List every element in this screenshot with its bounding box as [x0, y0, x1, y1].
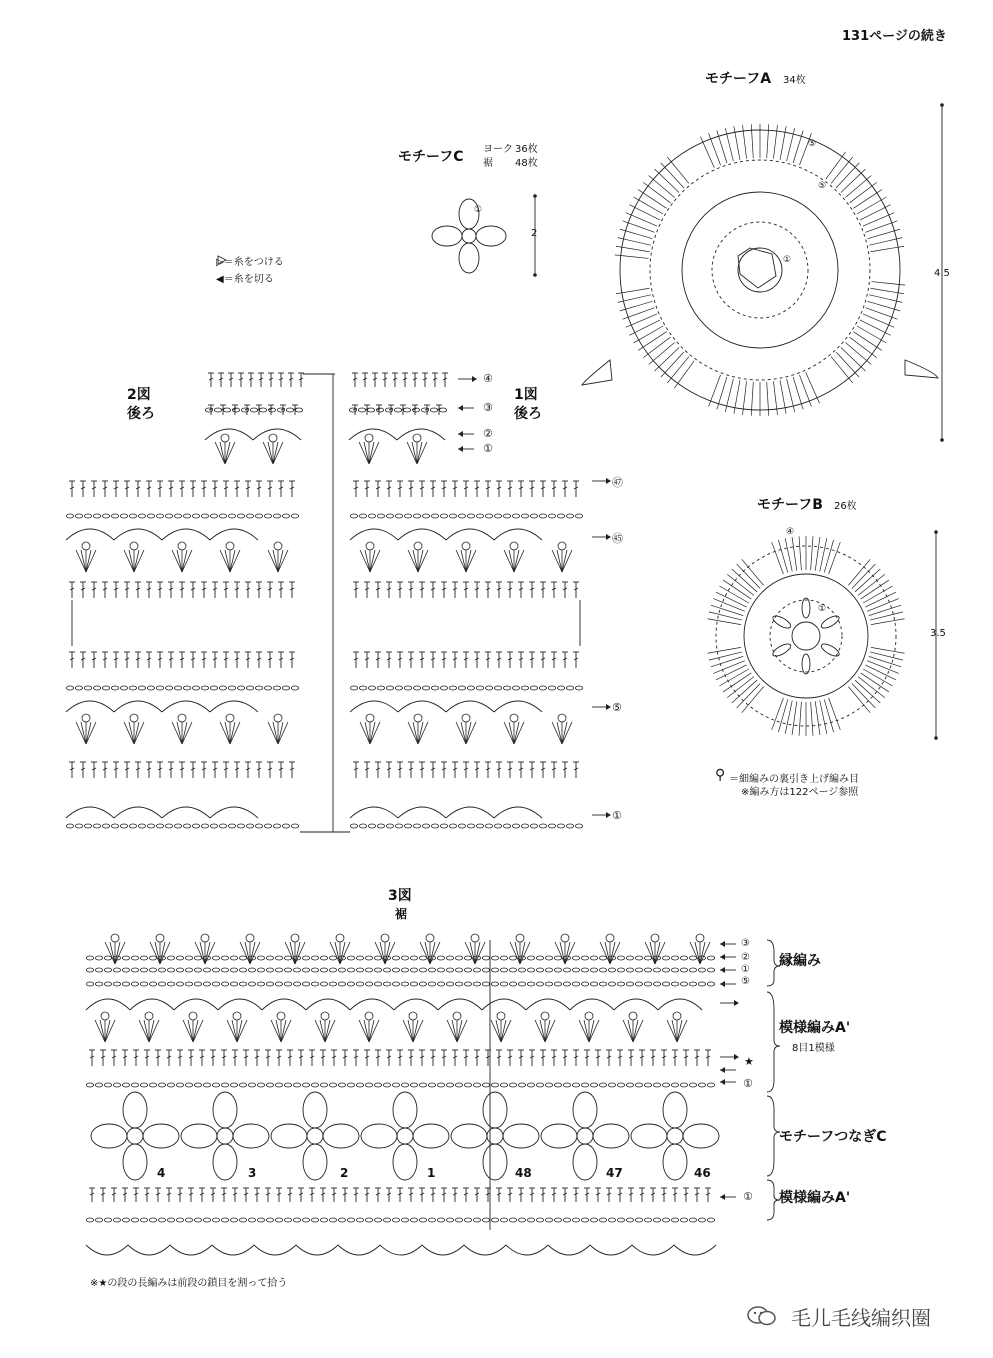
motif-c-hem-count: 48枚 — [515, 158, 538, 169]
panel-arch-row — [66, 701, 258, 712]
motif-b-stitch — [716, 592, 747, 607]
hem-motif-center — [127, 1128, 143, 1144]
legend-cut: ◀＝糸を切る — [216, 274, 274, 285]
hem-edge-row-3 — [86, 956, 714, 960]
motif-b-petal — [771, 614, 792, 631]
motif-b-stitch — [792, 701, 797, 735]
motif-a-stitch — [643, 182, 670, 202]
motif-a-stitch — [615, 255, 649, 259]
motif-a-size: 4.5 — [934, 268, 950, 279]
motif-a-corner-right — [905, 360, 938, 378]
motif-a-stitch — [751, 382, 753, 416]
motif-b-petal — [771, 642, 792, 659]
panel-fan-row — [360, 714, 572, 744]
panel-dc-row — [69, 652, 295, 668]
motif-b-count: 26枚 — [834, 501, 857, 512]
motif-c-petal — [432, 226, 462, 246]
shoulder-fan-row — [215, 434, 283, 464]
motif-a-center — [738, 248, 776, 288]
fig1-row-1b: ① — [612, 809, 622, 822]
hem-bottom-dc-row — [89, 1188, 711, 1202]
fig3-row-3: ③ — [741, 938, 750, 949]
motif-a-stitch — [674, 361, 694, 389]
panel-arch-row — [350, 701, 542, 712]
motif-a-stitch — [806, 372, 820, 403]
row-arrow — [592, 534, 611, 540]
fig3-row-1c: ① — [743, 1190, 753, 1203]
motif-b-stitch — [871, 647, 904, 653]
motif-a-stitch — [661, 352, 684, 377]
motif-a-stitch — [649, 176, 675, 198]
hem-motif-petal — [663, 1092, 687, 1128]
fig1-title: 1図 — [514, 387, 538, 403]
panel-chain-row — [66, 824, 298, 828]
shoulder-arch-row — [349, 429, 445, 440]
hem-motif-petal — [413, 1124, 449, 1148]
brace-motif-join — [767, 1096, 780, 1176]
shoulder-dc-row — [208, 373, 304, 387]
motif-b-petal — [820, 614, 841, 631]
watermark: 毛儿毛线编织圈 — [791, 1306, 931, 1330]
motif-b-stitch — [811, 702, 813, 736]
panel-dc-row — [353, 582, 579, 598]
motif-a-stitch — [638, 190, 666, 209]
motif-b-stitch — [799, 536, 801, 570]
motif-b-petal — [820, 642, 841, 659]
motif-c-title: モチーフC — [398, 149, 464, 165]
motif-b-stitch — [708, 647, 741, 653]
motif-a-stitch — [799, 375, 811, 407]
motif-a-ring — [738, 248, 782, 292]
motif-b-stitch — [713, 599, 745, 612]
hem-motif-petal — [361, 1124, 397, 1148]
fig1-row-47: ㊼ — [612, 476, 623, 489]
motif-b-ring — [744, 574, 868, 698]
panel-arch-row — [350, 807, 542, 818]
hem-row-arrow-left — [720, 967, 736, 973]
motif-b-stitch — [716, 665, 747, 680]
fig1-row-2: ② — [483, 427, 493, 440]
fig3-row-2: ② — [741, 952, 750, 963]
hem-motif-petal — [483, 1144, 507, 1180]
motif-a-stitch — [767, 124, 769, 158]
hem-motif-petal — [393, 1144, 417, 1180]
motif-a-stitch — [661, 163, 684, 188]
hem-motif-petal — [213, 1144, 237, 1180]
motif-b-stitch — [792, 537, 797, 571]
motif-a-ring — [682, 192, 838, 348]
hem-motif-petal — [213, 1092, 237, 1128]
hem-motif-petal — [631, 1124, 667, 1148]
motif-a-stitch — [709, 133, 721, 165]
motif-c-yoke-count: 36枚 — [515, 144, 538, 155]
motif-a-stitch — [667, 357, 689, 383]
motif-a-stitch — [831, 357, 853, 383]
motif-b-stitch — [815, 537, 820, 571]
panel-chain-row — [350, 686, 582, 690]
motif-b-stitch — [871, 619, 904, 625]
hem-pattern-fan-row — [95, 1012, 687, 1042]
motif-a-stitch — [634, 197, 663, 214]
motif-a-stitch — [773, 125, 777, 159]
motif-a-stitch — [649, 342, 675, 364]
motif-b-stitch — [772, 698, 784, 730]
hem-row-arrow-left — [720, 981, 736, 987]
shoulder-arch-row — [205, 429, 301, 440]
motif-a-count: 34枚 — [783, 75, 806, 86]
motif-a-stitch — [845, 342, 871, 364]
motif-a-ring — [620, 130, 900, 410]
motif-b-stitch — [711, 656, 743, 666]
motif-b-stitch — [713, 661, 745, 674]
hem-motif-petal — [233, 1124, 269, 1148]
motif-a-stitch — [743, 381, 747, 415]
motif-b-stitch — [867, 599, 899, 612]
hem-motif-petal — [123, 1144, 147, 1180]
motif-b-stitch — [711, 605, 743, 615]
panel-dc-row — [69, 762, 295, 778]
hem-motif-petal — [181, 1124, 217, 1148]
fig3-motif-num-3: 3 — [248, 1166, 257, 1180]
motif-c-petal — [476, 226, 506, 246]
hem-row-arrow-left — [720, 1067, 736, 1073]
panel-dc-row — [353, 652, 579, 668]
hem-motif-petal — [573, 1092, 597, 1128]
motif-a-stitch — [700, 137, 714, 168]
brace-edge — [767, 940, 780, 986]
hem-motif-petal — [593, 1124, 629, 1148]
row-arrow — [592, 812, 611, 818]
motif-b-size: 3.5 — [930, 628, 946, 639]
motif-a-stitch — [655, 347, 680, 371]
hem-motif-petal — [483, 1092, 507, 1128]
motif-a-stitch — [655, 169, 680, 193]
row-arrow-left — [458, 405, 474, 411]
motif-b-stitch — [708, 619, 741, 625]
motif-a-stitch — [836, 163, 859, 188]
motif-b-stitch — [867, 661, 899, 674]
motif-b-stitch — [829, 542, 841, 574]
row-arrow — [592, 478, 611, 484]
motif-a-stitch — [857, 326, 886, 343]
panel-fan-row — [76, 714, 288, 744]
motif-a-stitch — [841, 169, 866, 193]
fig3-motif-num-1: 1 — [427, 1166, 436, 1180]
row-arrow — [458, 376, 477, 382]
hem-motif-petal — [541, 1124, 577, 1148]
motif-a-stitch — [850, 337, 877, 357]
note-b-line2: ※編み方は122ページ参照 — [741, 787, 859, 798]
motif-a-ring — [650, 160, 870, 380]
hem-row-arrow-left — [720, 1194, 736, 1200]
motif-a-stitch — [767, 382, 769, 416]
hem-motif-petal — [303, 1144, 327, 1180]
motif-a-stitch — [751, 124, 753, 158]
hem-motif-petal — [303, 1092, 327, 1128]
section-edge: 縁編み — [779, 953, 821, 969]
legend-attach: ▷＝糸をつける — [216, 257, 284, 268]
row-arrow-left — [458, 431, 474, 437]
surface-post-stitch-icon: ⚲ — [715, 767, 726, 783]
motif-a-stitch — [860, 320, 890, 335]
fig3-motif-num-46: 46 — [694, 1166, 711, 1180]
hem-motif-center — [397, 1128, 413, 1144]
hem-row-arrow-left — [720, 941, 736, 947]
motif-a-stitch — [629, 320, 659, 335]
hem-motif-petal — [451, 1124, 487, 1148]
brace-pattern-a2 — [767, 1180, 780, 1220]
panel-dc-row — [353, 762, 579, 778]
motif-b-stitch — [865, 665, 896, 680]
motif-a-stitch — [845, 176, 871, 198]
fig2-subtitle: 後ろ — [127, 406, 155, 422]
motif-a-stitch — [853, 332, 881, 351]
panel-dc-row — [69, 582, 295, 598]
motif-b-stitch — [865, 592, 896, 607]
attach-symbol-icon — [218, 256, 226, 264]
motif-a-stitch — [773, 381, 777, 415]
panel-chain-row — [66, 514, 298, 518]
shoulder-dc-row — [352, 373, 448, 387]
hem-motif-center — [487, 1128, 503, 1144]
motif-c-center — [462, 229, 476, 243]
footnote: ※★の段の長編みは前段の鎖目を割って拾う — [90, 1278, 288, 1289]
fig3-row-5: ⑤ — [741, 976, 750, 987]
motif-c-petal — [459, 243, 479, 273]
motif-a-size-bar — [940, 103, 944, 442]
motif-a-title: モチーフA — [705, 71, 772, 87]
motif-a-stitch — [871, 282, 905, 286]
motif-b-stitch — [815, 701, 820, 735]
fig3-motif-num-47: 47 — [606, 1166, 623, 1180]
hem-star-dc-row — [89, 1050, 711, 1066]
shoulder-chain-row — [349, 408, 446, 412]
row-arrow-left — [458, 446, 474, 452]
motif-b-stitch — [709, 612, 742, 620]
row-arrow — [592, 704, 611, 710]
motif-a-row-5b: ⑤ — [818, 181, 827, 191]
motif-a-stitch — [667, 157, 689, 183]
motif-a-row-1: ① — [783, 255, 792, 265]
fig1-row-4: ④ — [483, 372, 493, 385]
section-motif-join: モチーフつなぎC — [779, 1129, 887, 1145]
motif-b-ring — [716, 546, 896, 726]
hem-motif-center — [667, 1128, 683, 1144]
panel-fan-row — [76, 542, 288, 572]
note-b-line1: ＝細編みの裏引き上げ編み目 — [729, 774, 859, 785]
hem-motif-petal — [393, 1092, 417, 1128]
fig3-motif-num-48: 48 — [515, 1166, 532, 1180]
panel-fan-row — [360, 542, 572, 572]
panel-chain-row — [350, 514, 582, 518]
motif-a-stitch — [836, 352, 859, 377]
hem-motif-center — [577, 1128, 593, 1144]
motif-b-row-1: ① — [818, 604, 827, 614]
hem-bottom-scallop-row — [86, 1245, 716, 1255]
panel-arch-row — [66, 807, 258, 818]
motif-a-stitch — [626, 213, 657, 226]
panel-chain-row — [66, 686, 298, 690]
motif-a-stitch — [709, 375, 721, 407]
hem-base-chain-row — [86, 1083, 714, 1087]
panel-dc-row — [69, 481, 295, 497]
section-pattern-a: 模様編みA' — [779, 1020, 851, 1036]
motif-a-ring — [712, 222, 808, 318]
panel-chain-row — [350, 824, 582, 828]
hem-motif-petal — [123, 1092, 147, 1128]
motif-b-stitch — [870, 612, 903, 620]
hem-motif-petal — [91, 1124, 127, 1148]
motif-a-stitch — [799, 133, 811, 165]
page-header: 131ページの続き — [842, 29, 947, 44]
fig1-row-1: ① — [483, 442, 493, 455]
motif-b-title: モチーフB — [757, 497, 823, 513]
hem-edge-row-1 — [86, 982, 714, 986]
panel-dc-row — [353, 481, 579, 497]
hem-motif-petal — [323, 1124, 359, 1148]
motif-a-stitch — [629, 205, 659, 220]
hem-motif-petal — [663, 1144, 687, 1180]
fig1-row-5: ⑤ — [612, 701, 622, 714]
motif-b-petal — [802, 654, 810, 674]
motif-a-stitch — [634, 326, 663, 343]
motif-c-size: 2 — [531, 228, 538, 239]
fig3-row-1b: ① — [743, 1077, 753, 1090]
panel-arch-row — [66, 529, 258, 540]
motif-c-size-bar — [533, 194, 537, 277]
hem-motif-petal — [503, 1124, 539, 1148]
shoulder-chain-row — [205, 408, 302, 412]
motif-a-stitch — [643, 337, 670, 357]
fig1-row-45: ㊺ — [612, 532, 623, 545]
fig3-row-1: ① — [741, 964, 750, 975]
motif-a-stitch — [841, 347, 866, 371]
motif-a-row-5a: ⑤ — [808, 139, 817, 149]
fig1-row-3: ③ — [483, 401, 493, 414]
hem-motif-center — [307, 1128, 323, 1144]
fig2-title: 2図 — [127, 387, 151, 403]
motif-a-stitch — [853, 190, 881, 209]
section-pattern-repeat: 8目1模様 — [792, 1043, 835, 1054]
motif-a-corner-left — [582, 360, 612, 385]
motif-a-stitch — [743, 125, 747, 159]
motif-a-stitch — [638, 332, 666, 351]
motif-b-stitch — [869, 605, 901, 615]
motif-a-stitch — [826, 152, 846, 180]
motif-c-hem-label: 裾 — [483, 158, 493, 169]
fig3-title: 3図 — [388, 888, 412, 904]
motif-c-start: ① — [474, 205, 483, 215]
motif-a-stitch — [860, 205, 890, 220]
motif-b-stitch — [869, 656, 901, 666]
fig3-subtitle: 裾 — [395, 907, 408, 921]
hem-row-arrow — [720, 1000, 739, 1006]
hem-edge-row-2 — [86, 968, 714, 972]
hem-motif-petal — [271, 1124, 307, 1148]
hem-row-arrow-left — [720, 954, 736, 960]
hem-motif-petal — [683, 1124, 719, 1148]
motif-a-stitch — [863, 314, 894, 327]
motif-c-yoke-label: ヨーク — [483, 144, 513, 155]
hem-motif-petal — [573, 1144, 597, 1180]
panel-arch-row — [350, 529, 542, 540]
motif-a-stitch — [857, 197, 886, 214]
motif-b-stitch — [709, 652, 742, 660]
hem-pattern-arch-row — [86, 999, 702, 1010]
hem-row-arrow — [720, 1054, 739, 1060]
motif-b-row-4: ④ — [786, 527, 795, 537]
hem-row-arrow-left — [720, 1079, 736, 1085]
fig3-row-star: ★ — [744, 1055, 754, 1068]
motif-b-stitch — [829, 698, 841, 730]
motif-a-stitch — [850, 182, 877, 202]
motif-b-stitch — [772, 542, 784, 574]
fig1-subtitle: 後ろ — [514, 406, 542, 422]
hem-motif-petal — [143, 1124, 179, 1148]
shoulder-fan-row — [359, 434, 427, 464]
motif-a-stitch — [831, 157, 853, 183]
section-pattern-a2: 模様編みA' — [779, 1190, 851, 1206]
fig3-motif-num-2: 2 — [340, 1166, 349, 1180]
hem-bottom-chain-row — [86, 1218, 714, 1222]
hem-motif-center — [217, 1128, 233, 1144]
motif-c-petal — [459, 199, 479, 229]
brace-pattern-a — [767, 992, 780, 1092]
motif-a-stitch — [863, 213, 894, 226]
fig3-motif-num-4: 4 — [157, 1166, 166, 1180]
motif-b-ring — [770, 600, 842, 672]
motif-b-stitch — [811, 536, 813, 570]
motif-a-stitch — [626, 314, 657, 327]
motif-b-stitch — [870, 652, 903, 660]
motif-b-petal — [802, 598, 810, 618]
motif-b-stitch — [799, 702, 801, 736]
motif-b-ring — [792, 622, 820, 650]
motif-b-size-bar — [934, 530, 938, 740]
